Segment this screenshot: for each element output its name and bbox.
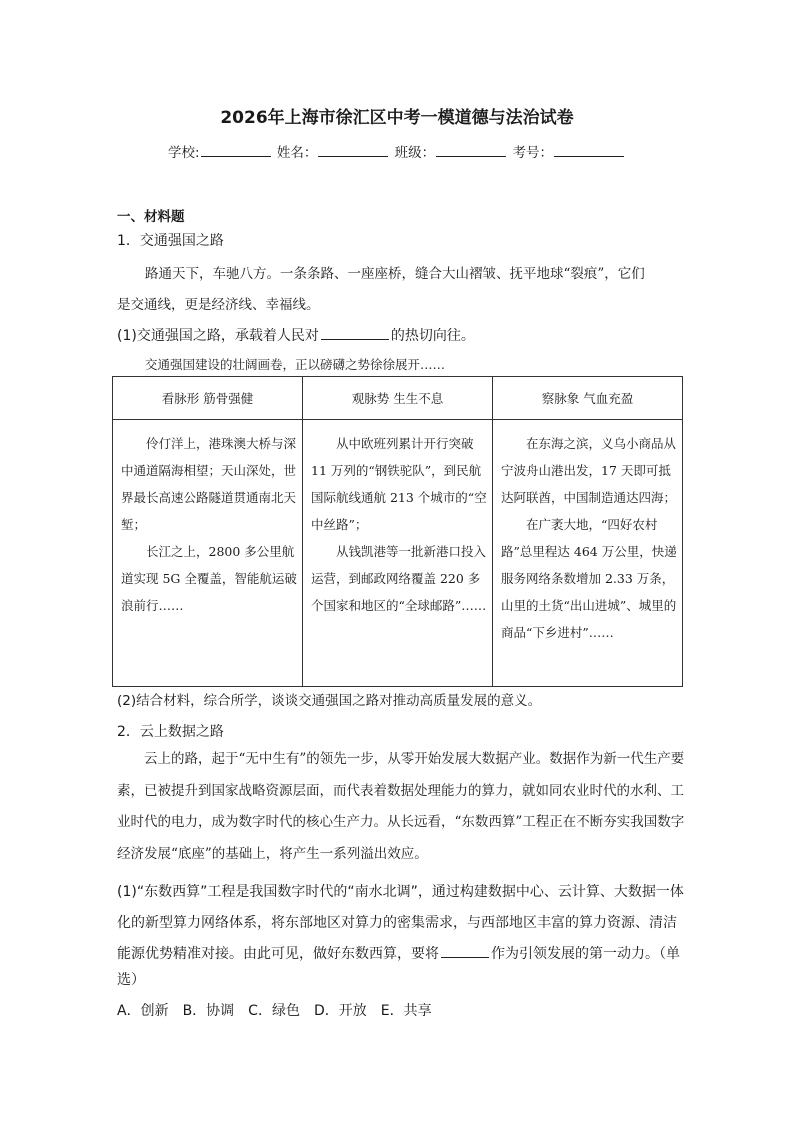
section-heading: 一、材料题 <box>117 209 185 225</box>
q1-sub1-after: 的热切向往。 <box>390 328 475 344</box>
exam-no-label: 考号： <box>512 145 553 161</box>
table-cell-col3 <box>493 420 683 687</box>
class-label: 班级： <box>394 145 436 161</box>
col2-para2: 从钱凯港等一批新港口投入运营，到邮政网络覆盖 220 多个国家和地区的“全球邮路”…… <box>311 544 487 613</box>
name-label: 姓名： <box>276 145 318 161</box>
col2-para1: 从中欧班列累计开行突破 11 万列的“钢铁驼队”，到民航国际航线通航 213 个城市的“空中丝路”； <box>311 436 487 532</box>
q2-sub1-line2: 化的新型算力网络体系，将东部地区对算力的密集需求，与西部地区丰富的算力资源、清洁 <box>117 915 677 931</box>
q2-sub1-blank[interactable] <box>441 944 489 958</box>
col1-para2: 长江之上，2800 多公里航道实现 5G 全覆盖，智能航运破浪前行…… <box>121 544 297 613</box>
q1-sub2: (2)结合材料，综合所学，谈谈交通强国之路对推动高质量发展的意义。 <box>117 693 542 709</box>
q2-sub1-line4: 选） <box>117 972 145 988</box>
q1-sub1-blank[interactable] <box>321 326 389 340</box>
q1-sub1 <box>117 325 475 345</box>
q1-sub1-before: (1)交通强国之路，承载着人民对 <box>117 328 319 344</box>
col1-para1: 伶仃洋上，港珠澳大桥与深中通道隔海相望；天山深处，世界最长高速公路隧道贯通南北天堑； <box>121 436 297 532</box>
q2-sub1-before: 能源优势精准对接。由此可见，做好东数西算，要将 <box>117 946 439 962</box>
q1-intro-line2: 是交通线，更是经济线、幸福线。 <box>117 297 320 313</box>
school-label: 学校: <box>168 145 200 161</box>
q2-sub1-line3 <box>117 943 680 963</box>
student-info-line <box>0 141 794 161</box>
col3-para1: 在东海之滨，义乌小商品从宁波舟山港出发，17 天即可抵达阿联酋，中国制造通达四海； <box>501 436 677 505</box>
table-header-3: 察脉象 气血充盈 <box>493 377 683 420</box>
class-blank[interactable] <box>436 144 506 157</box>
q1-title: 1．交通强国之路 <box>117 233 224 249</box>
q2-sub1-after: 作为引领发展的第一动力。（单 <box>491 946 680 962</box>
table-cell-col2 <box>303 420 493 687</box>
name-blank[interactable] <box>318 144 388 157</box>
q1-table-intro: 交通强国建设的壮阔画卷，正以磅礴之势徐徐展开…… <box>145 357 446 372</box>
school-blank[interactable] <box>201 144 271 157</box>
page-title: 2026年上海市徐汇区中考一模道德与法治试卷 <box>220 108 574 128</box>
q2-options: A．创新 B．协调 C．绿色 D．开放 E．共享 <box>117 1003 432 1019</box>
table-cell-col1 <box>113 420 303 687</box>
col3-para2: 在广袤大地，“四好农村路”总里程达 464 万公里，快递服务网络条数增加 2.33 万条，山里的土货“出山进城”、城里的商品“下乡进村”…… <box>501 517 677 640</box>
q2-title: 2．云上数据之路 <box>117 724 224 740</box>
q2-intro: 云上的路，起于“无中生有”的领先一步，从零开始发展大数据产业。数据作为新一代生产要素，已被提升到国家战略资源层面，而代表着数据处理能力的算力，就如同农业时代的水利、工业时代的电力，成为数字时代的核心生产力。从长远看，“东数西算”工程正在不断夯实我国数字经济发展“底座”的基础上，将产生一系列溢出效应。 <box>117 751 685 862</box>
material-table <box>112 376 683 687</box>
exam-no-blank[interactable] <box>554 144 624 157</box>
q2-sub1-line1: (1)“东数西算”工程是我国数字时代的“南水北调”，通过构建数据中心、云计算、大数据一体 <box>117 884 684 900</box>
table-header-1: 看脉形 筋骨强健 <box>113 377 303 420</box>
table-header-2: 观脉势 生生不息 <box>303 377 493 420</box>
q1-intro-line1: 路通天下，车驰八方。一条条路、一座座桥，缝合大山褶皱、抚平地球“裂痕”，它们 <box>145 266 645 282</box>
